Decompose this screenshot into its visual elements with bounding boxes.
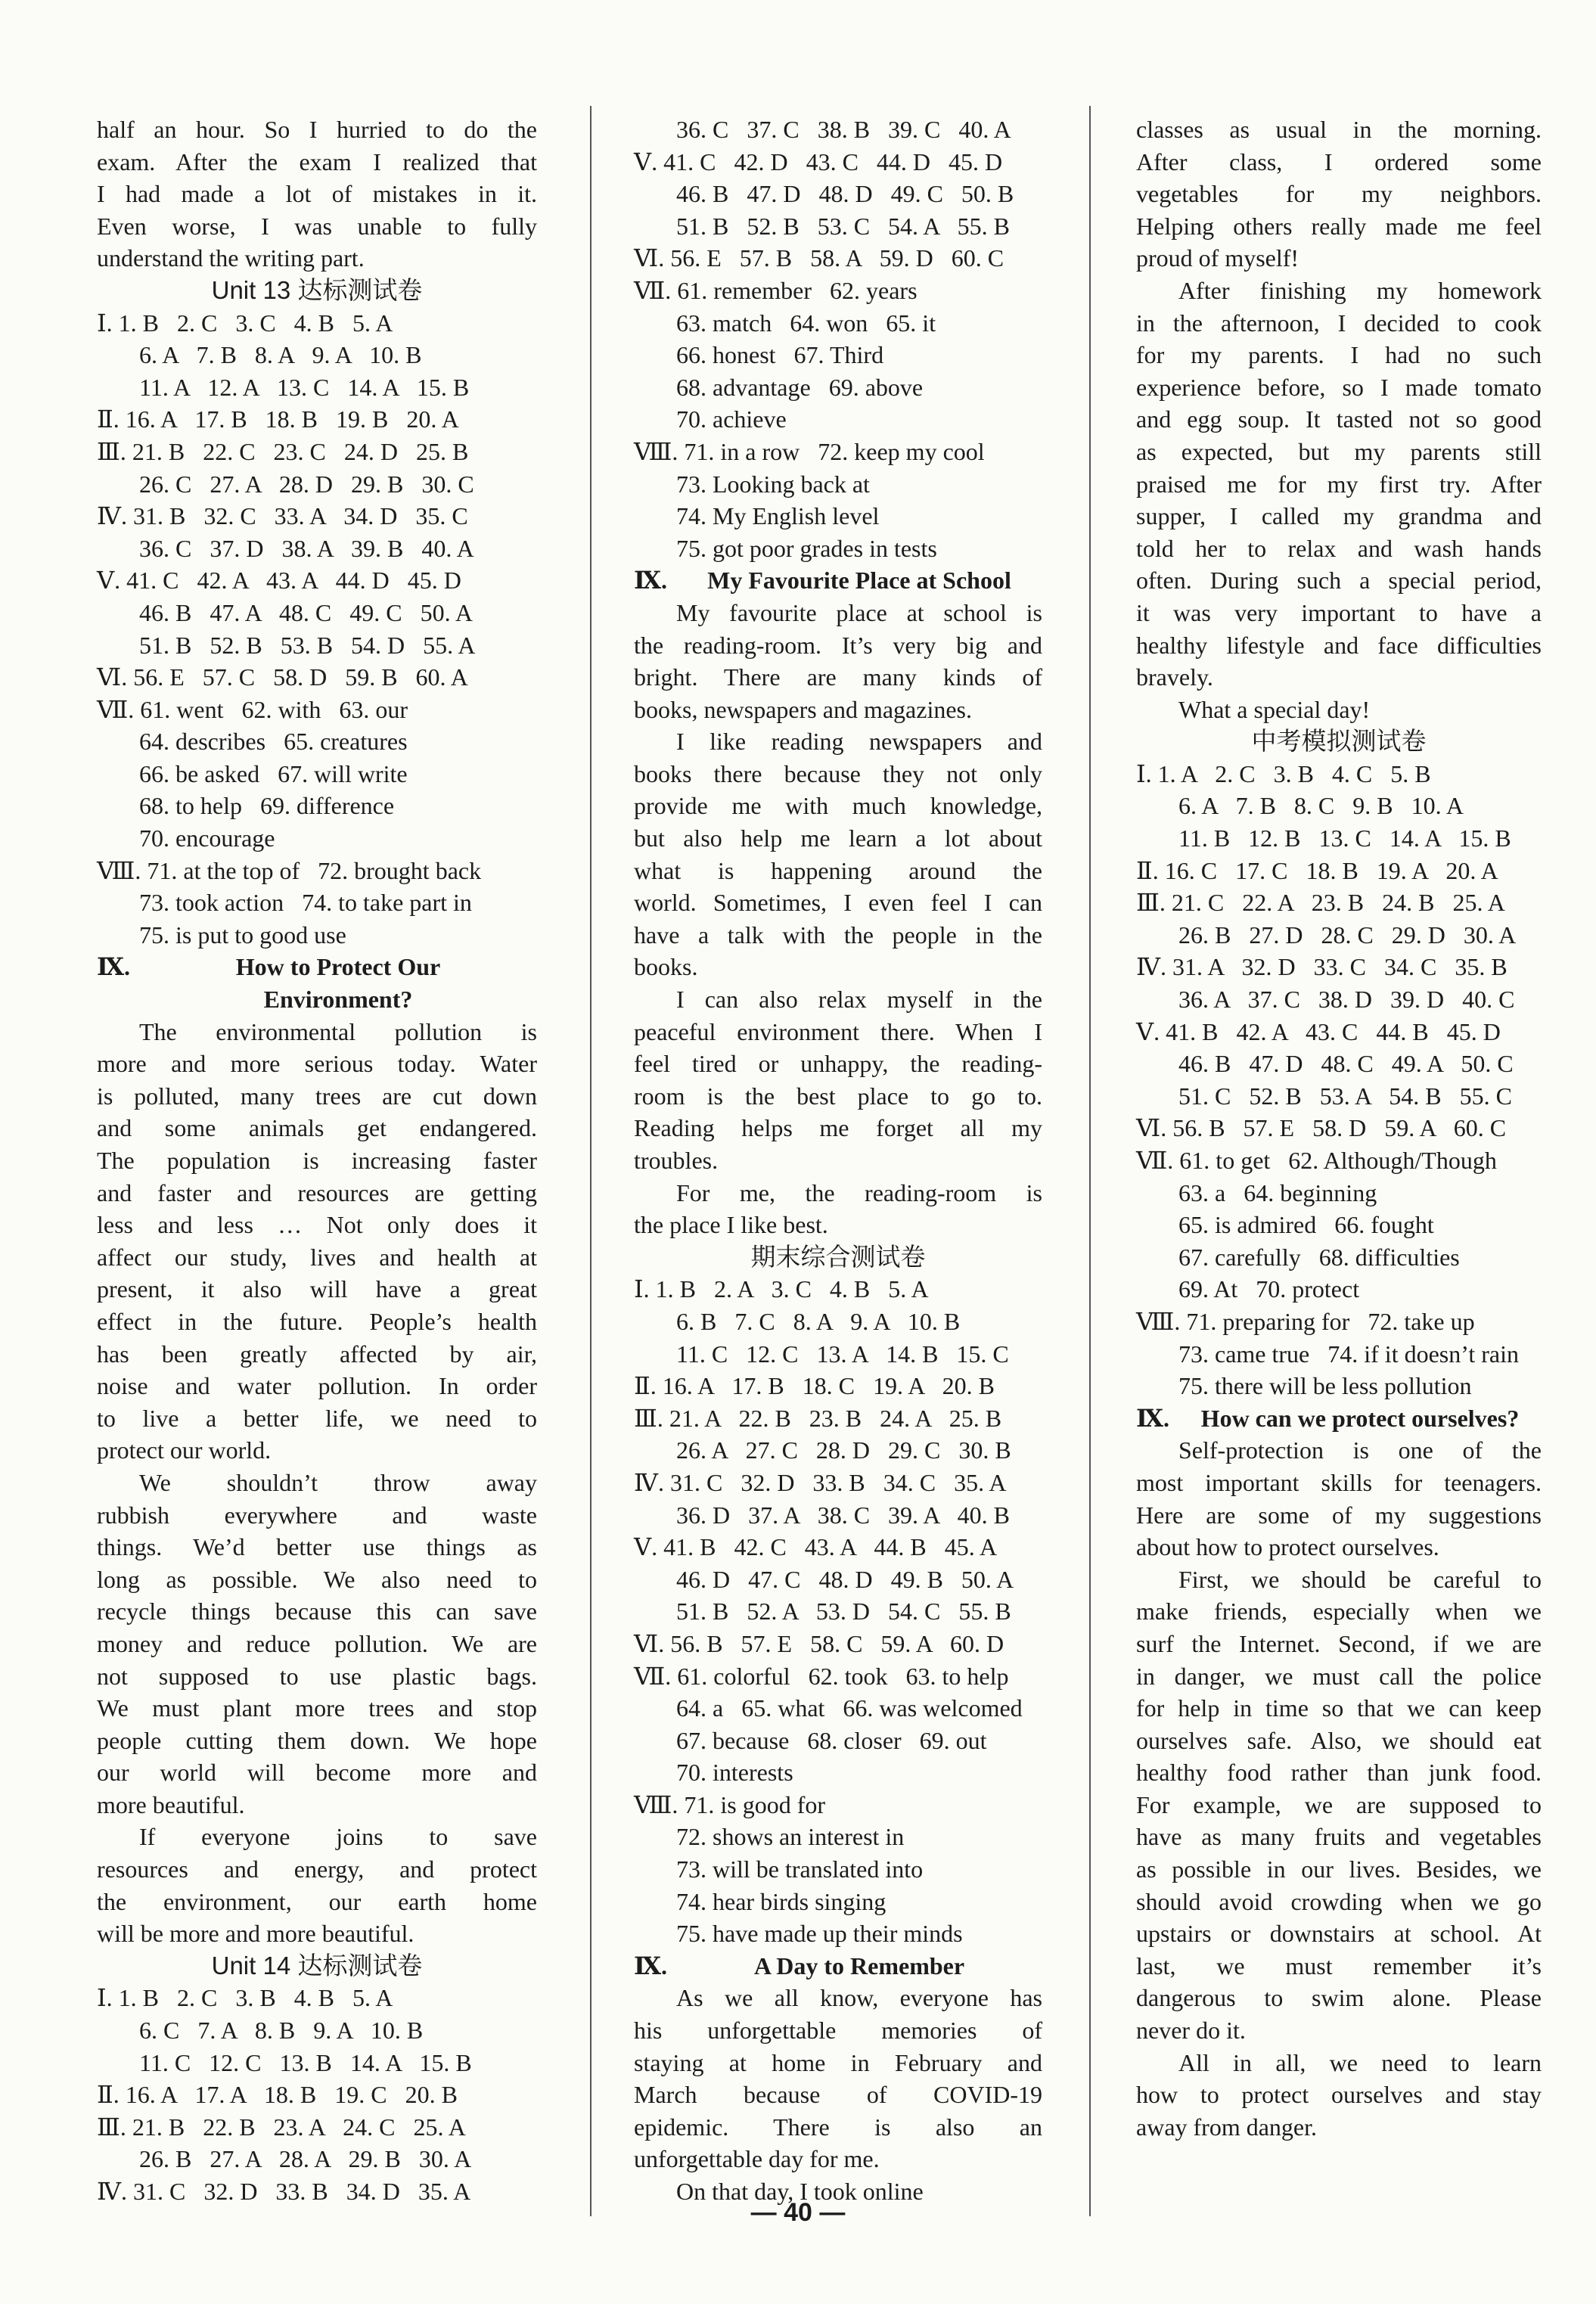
text-line: troubles. [634,1147,719,1174]
text-line: dangerous to swim alone. Please [1136,1984,1542,2012]
text-line: people cutting them down. We hope [97,1726,537,1754]
text-line: last, we must remember it’s [1136,1952,1542,1980]
essay-title-line [634,1950,1042,1983]
answer-block [97,307,537,952]
paragraph [634,1982,1042,2175]
paragraph [634,725,1042,983]
essay-title: My Favourite Place at School [707,567,1011,595]
text-line: healthy lifestyle and face difficulties [1136,631,1542,659]
answer-line: Ⅳ. 31. C 32. D 33. B 34. C 35. A [634,1468,1007,1496]
answer-line: 36. C 37. C 38. B 39. C 40. A [676,116,1011,143]
answer-block [634,113,1042,564]
section-heading: 期末综合测试卷 [750,1242,926,1271]
spacer [97,983,139,1016]
essay-heading [634,1950,1042,1983]
text-line: experience before, so I made tomato [1136,373,1542,401]
answer-line: Ⅷ. 71. preparing for 72. take up [1136,1307,1475,1335]
answer-line: 65. is admired 66. fought [1178,1211,1434,1239]
answer-line: 46. B 47. D 48. C 49. A 50. C [1178,1050,1514,1078]
text-line: supper, I called my grandma and [1136,502,1542,530]
answer-line: 70. interests [676,1759,793,1787]
answer-line: Ⅷ. 71. at the top of 72. brought back [97,856,482,884]
answer-line: 11. C 12. C 13. A 14. B 15. C [676,1340,1009,1368]
text-line: The environmental pollution is [139,1017,537,1045]
answer-line: Ⅲ. 21. B 22. C 23. C 24. D 25. B [97,437,469,465]
text-line: Self-protection is one of the [1178,1436,1542,1464]
answer-line: 73. came true 74. if it doesn’t rain [1178,1340,1519,1368]
text-line: peaceful environment there. When I [634,1017,1042,1045]
text-line: it was very important to have a [1136,598,1542,626]
text-line: epidemic. There is also an [634,2113,1042,2141]
answer-line: Ⅱ. 16. A 17. B 18. C 19. A 20. B [634,1372,995,1400]
text-line: bright. There are many kinds of [634,663,1042,691]
answer-line: 26. B 27. D 28. C 29. D 30. A [1178,921,1517,949]
page-number: — 40 — [750,2198,846,2227]
text-line: affect our study, lives and health at [97,1243,537,1271]
answer-line: 6. A 7. B 8. C 9. B 10. A [1178,792,1464,820]
essay-title-line [1136,1402,1542,1435]
text-line: For me, the reading-room is [676,1178,1042,1206]
answer-line: Ⅰ. 1. B 2. A 3. C 4. B 5. A [634,1275,929,1303]
answer-line: Ⅲ. 21. B 22. B 23. A 24. C 25. A [97,2113,466,2141]
answer-line: Ⅵ. 56. E 57. C 58. D 59. B 60. A [97,663,468,691]
text-line: March because of COVID-19 [634,2081,1042,2109]
text-line: books. [634,953,698,981]
answer-line: 69. At 70. protect [1178,1275,1360,1303]
text-line: is polluted, many trees are cut down [97,1082,537,1110]
text-line: should avoid crowding when we go [1136,1887,1542,1915]
text-line: world. Sometimes, I even feel I can [634,889,1042,917]
answer-line: 66. honest 67. Third [676,341,884,369]
text-line: about how to protect ourselves. [1136,1533,1439,1561]
answer-line: Ⅶ. 61. colorful 62. took 63. to help [634,1662,1009,1690]
text-line: resources and energy, and protect [97,1855,537,1883]
text-line: vegetables for my neighbors. [1136,180,1542,208]
text-line: The population is increasing faster [97,1147,537,1174]
answer-line: Ⅰ. 1. A 2. C 3. B 4. C 5. B [1136,759,1431,787]
answer-line: 73. Looking back at [676,470,870,498]
text-line: long as possible. We also need to [97,1565,537,1593]
answer-line: 74. My English level [676,502,880,530]
text-line: My favourite place at school is [676,598,1042,626]
column-divider [1089,106,1091,2216]
text-line: I like reading newspapers and [676,728,1042,756]
answer-line: 73. will be translated into [676,1855,924,1883]
answer-line: 6. B 7. C 8. A 9. A 10. B [676,1307,961,1335]
text-line: unforgettable day for me. [634,2145,880,2173]
text-line: in danger, we must call the police [1136,1662,1542,1690]
column-3 [1136,113,1542,2143]
text-line: never do it. [1136,2017,1246,2045]
essay-title-line [634,564,1042,597]
answer-line: 36. D 37. A 38. C 39. A 40. B [676,1501,1010,1529]
answer-line: 63. match 64. won 65. it [676,309,936,337]
answer-line: 36. A 37. C 38. D 39. D 40. C [1178,986,1515,1014]
answer-line: Ⅵ. 56. E 57. B 58. A 59. D 60. C [634,244,1004,272]
section-heading: Unit 13 达标测试卷 [211,275,423,304]
answer-line: 67. carefully 68. difficulties [1178,1243,1460,1271]
essay-heading [1136,1402,1542,1435]
text-line: things. We’d better use things as [97,1533,537,1561]
text-line: the place I like best. [634,1211,828,1239]
text-line: After class, I ordered some [1136,147,1542,175]
text-line: classes as usual in the morning. [1136,116,1542,143]
text-line: have as many fruits and vegetables [1136,1823,1542,1851]
answer-line: 46. B 47. D 48. D 49. C 50. B [676,180,1014,208]
answer-line: Ⅰ. 1. B 2. C 3. C 4. B 5. A [97,309,393,337]
text-line: praised me for my first try. After [1136,470,1542,498]
answer-line: 26. A 27. C 28. D 29. C 30. B [676,1436,1011,1464]
text-line: has been greatly affected by air, [97,1340,537,1368]
text-line: On that day, I took online [676,2178,924,2205]
text-line: surf the Internet. Second, if we are [1136,1629,1542,1657]
text-line: his unforgettable memories of [634,2017,1042,2045]
text-line: For example, we are supposed to [1136,1790,1542,1818]
answer-line: Ⅳ. 31. B 32. C 33. A 34. D 35. C [97,502,468,530]
answer-block [1136,758,1542,1402]
text-line: books there because they not only [634,759,1042,787]
text-line: half an hour. So I hurried to do the [97,116,537,143]
text-line: upstairs or downstairs at school. At [1136,1920,1542,1948]
paragraph [634,1177,1042,1241]
text-line: as expected, but my parents still [1136,437,1542,465]
answer-line: 51. B 52. B 53. B 54. D 55. A [139,631,476,659]
text-line: away from danger. [1136,2113,1318,2141]
column-1 [97,113,537,2208]
text-line: more and more serious today. Water [97,1050,537,1078]
text-line: more beautiful. [97,1790,245,1818]
text-line: most important skills for teenagers. [1136,1468,1542,1496]
text-line: the reading-room. It’s very big and [634,631,1042,659]
answer-line: 26. B 27. A 28. A 29. B 30. A [139,2145,472,2173]
section-heading: 中考模拟测试卷 [1251,727,1427,756]
answer-line: 75. is put to good use [139,921,346,949]
text-line: and faster and resources are getting [97,1178,537,1206]
paragraph [634,597,1042,725]
paragraph [634,983,1042,1177]
answer-line: 64. describes 65. creatures [139,728,408,756]
answer-line: Ⅱ. 16. A 17. B 18. B 19. B 20. A [97,405,459,433]
answer-line: 68. advantage 69. above [676,373,924,401]
answer-line: Ⅷ. 71. in a row 72. keep my cool [634,437,985,465]
answer-line: 36. C 37. D 38. A 39. B 40. A [139,534,474,562]
text-line: I had made a lot of mistakes in it. [97,180,537,208]
answer-line: Ⅴ. 41. B 42. A 43. C 44. B 45. D [1136,1017,1501,1045]
paragraph [1136,275,1542,694]
answer-line: 11. B 12. B 13. C 14. A 15. B [1178,824,1511,852]
answer-line: 46. D 47. C 48. D 49. B 50. A [676,1565,1014,1593]
answer-line: Ⅵ. 56. B 57. E 58. C 59. A 60. D [634,1629,1004,1657]
answer-line: Ⅲ. 21. A 22. B 23. B 24. A 25. B [634,1404,1002,1432]
paragraph [1136,2047,1542,2144]
answer-line: 68. to help 69. difference [139,792,395,820]
paragraph [1136,113,1542,275]
text-line: for help in time so that we can keep [1136,1694,1542,1722]
text-line: staying at home in February and [634,2048,1042,2076]
paragraph [1136,1434,1542,1563]
text-line: but also help me learn a lot about [634,824,1042,852]
text-line: recycle things because this can save [97,1598,537,1626]
text-line: We shouldn’t throw away [139,1468,537,1496]
answer-line: Ⅳ. 31. C 32. D 33. B 34. D 35. A [97,2178,471,2205]
answer-line: 63. a 64. beginning [1178,1178,1377,1206]
text-line: First, we should be careful to [1178,1565,1542,1593]
answer-line: Ⅴ. 41. C 42. D 43. C 44. D 45. D [634,147,1003,175]
essay-title: A Day to Remember [753,1952,965,1980]
column-2 [634,113,1042,2208]
text-line: Helping others really made me feel [1136,212,1542,240]
text-line: We must plant more trees and stop [97,1694,537,1722]
text-line: the environment, our earth home [97,1887,537,1915]
text-line: Here are some of my suggestions [1136,1501,1542,1529]
answer-line: 11. C 12. C 13. B 14. A 15. B [139,2048,472,2076]
section-heading: Unit 14 达标测试卷 [211,1951,423,1980]
answer-line: 51. C 52. B 53. A 54. B 55. C [1178,1082,1512,1110]
text-line: understand the writing part. [97,244,365,272]
text-line: present, it also will have a great [97,1275,537,1303]
essay-title-line [97,983,537,1016]
essay-heading [97,951,537,1015]
text-line: how to protect ourselves and stay [1136,2081,1542,2109]
text-line: in the afternoon, I decided to cook [1136,309,1542,337]
answer-line: 66. be asked 67. will write [139,759,408,787]
section-roman: Ⅸ. [1136,1404,1170,1432]
paragraph [97,1821,537,1949]
text-line: I can also relax myself in the [676,986,1042,1014]
text-line: What a special day! [1178,695,1371,723]
text-line: exam. After the exam I realized that [97,147,537,175]
answer-line: 70. achieve [676,405,787,433]
text-line: Even worse, I was unable to fully [97,212,537,240]
text-line: proud of myself! [1136,244,1299,272]
answer-line: Ⅷ. 71. is good for [634,1790,826,1818]
essay-title: Environment? [263,986,413,1014]
answer-line: 64. a 65. what 66. was welcomed [676,1694,1023,1722]
essay-title: How can we protect ourselves? [1200,1404,1520,1432]
essay-title-line [97,951,537,983]
text-line: ourselves safe. Also, we should eat [1136,1726,1542,1754]
text-line: less and less … Not only does it [97,1211,537,1239]
text-line: what is happening around the [634,856,1042,884]
answer-line: 26. C 27. A 28. D 29. B 30. C [139,470,474,498]
answer-line: 11. A 12. A 13. C 14. A 15. B [139,373,470,401]
answer-line: Ⅴ. 41. B 42. C 43. A 44. B 45. A [634,1533,998,1561]
paragraph [1136,694,1542,726]
text-line: for my parents. I had no such [1136,341,1542,369]
text-line: will be more and more beautiful. [97,1920,415,1948]
text-line: After finishing my homework [1178,276,1542,304]
text-line: rubbish everywhere and waste [97,1501,537,1529]
text-line: effect in the future. People’s health [97,1307,537,1335]
text-line: make friends, especially when we [1136,1598,1542,1626]
paragraph [1136,1563,1542,2047]
answer-block [634,1273,1042,1949]
text-line: money and reduce pollution. We are [97,1629,537,1657]
answer-line: Ⅰ. 1. B 2. C 3. B 4. B 5. A [97,1984,393,2012]
answer-line: 46. B 47. A 48. C 49. C 50. A [139,598,473,626]
text-line: and some animals get endangered. [97,1114,537,1142]
text-line: All in all, we need to learn [1178,2048,1542,2076]
answer-line: 70. encourage [139,824,275,852]
text-line: healthy food rather than junk food. [1136,1759,1542,1787]
essay-title: How to Protect Our [235,953,441,981]
section-roman: Ⅸ. [634,567,668,595]
answer-line: Ⅲ. 21. C 22. A 23. B 24. B 25. A [1136,889,1505,917]
paragraph [97,113,537,275]
answer-line: Ⅶ. 61. to get 62. Although/Though [1136,1147,1497,1174]
answer-line: 75. have made up their minds [676,1920,963,1948]
answer-line: 6. C 7. A 8. B 9. A 10. B [139,2017,424,2045]
text-line: books, newspapers and magazines. [634,695,972,723]
text-line: and egg soup. It tasted not so good [1136,405,1542,433]
text-line: room is the best place to go to. [634,1082,1042,1110]
answer-line: 73. took action 74. to take part in [139,889,472,917]
answer-line: 74. hear birds singing [676,1887,886,1915]
text-line: to live a better life, we need to [97,1404,537,1432]
paragraph [97,1467,537,1821]
answer-line: Ⅳ. 31. A 32. D 33. C 34. C 35. B [1136,953,1508,981]
answer-line: Ⅴ. 41. C 42. A 43. A 44. D 45. D [97,567,461,595]
answer-line: Ⅵ. 56. B 57. E 58. D 59. A 60. C [1136,1114,1507,1142]
answer-block [97,1982,537,2207]
text-line: often. During such a special period, [1136,567,1542,595]
text-line: feel tired or unhappy, the reading- [634,1050,1042,1078]
section-roman: Ⅸ. [97,953,131,981]
text-line: protect our world. [97,1436,272,1464]
answer-line: 67. because 68. closer 69. out [676,1726,987,1754]
answer-line: 6. A 7. B 8. A 9. A 10. B [139,341,422,369]
text-line: have a talk with the people in the [634,921,1042,949]
answer-line: 51. B 52. A 53. D 54. C 55. B [676,1598,1011,1626]
answer-line: Ⅶ. 61. went 62. with 63. our [97,695,408,723]
answer-line: 75. got poor grades in tests [676,534,937,562]
text-line: not supposed to use plastic bags. [97,1662,537,1690]
answer-line: Ⅶ. 61. remember 62. years [634,276,918,304]
text-line: as possible in our lives. Besides, we [1136,1855,1542,1883]
text-line: bravely. [1136,663,1213,691]
section-roman: Ⅸ. [634,1952,668,1980]
answer-line: Ⅱ. 16. C 17. C 18. B 19. A 20. A [1136,856,1498,884]
text-line: As we all know, everyone has [676,1984,1042,2012]
text-line: noise and water pollution. In order [97,1372,537,1400]
text-line: Reading helps me forget all my [634,1114,1042,1142]
answer-line: 51. B 52. B 53. C 54. A 55. B [676,212,1010,240]
paragraph [97,1016,537,1467]
essay-heading [634,564,1042,597]
answer-line: 72. shows an interest in [676,1823,905,1851]
column-divider [590,106,592,2216]
text-line: told her to relax and wash hands [1136,534,1542,562]
text-line: provide me with much knowledge, [634,792,1042,820]
text-line: If everyone joins to save [139,1823,537,1851]
answer-line: Ⅱ. 16. A 17. A 18. B 19. C 20. B [97,2081,458,2109]
text-line: our world will become more and [97,1759,537,1787]
answer-line: 75. there will be less pollution [1178,1372,1472,1400]
